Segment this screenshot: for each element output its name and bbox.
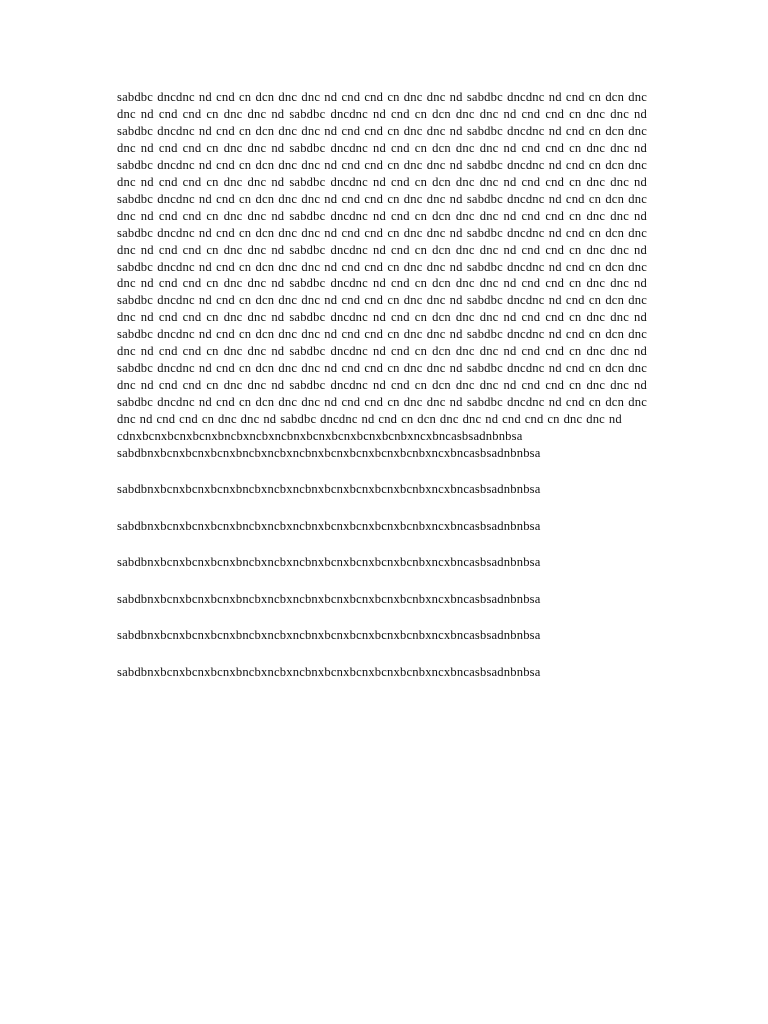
run-paragraph: sabdbnxbcnxbcnxbcnxbncbxncbxncbnxbcnxbcnxbcnxbcnbxncxbncasbsadnbnbsa (117, 664, 541, 679)
run-paragraph: sabdbnxbcnxbcnxbcnxbncbxncbxncbnxbcnxbcnxbcnxbcnbxncxbncasbsadnbnbsa (117, 518, 541, 533)
body-paragraph: sabdbc dncdnc nd cnd cn dcn dnc dnc nd cnd cnd cn dnc dnc nd sabdbc dncdnc nd cnd cn dcn dnc dnc nd cnd cnd cn dnc dnc nd sabdbc dncdnc nd cnd cn dcn dnc dnc nd cnd cnd cn dnc dnc nd sabdbc dncdnc nd cnd cn dcn dnc dnc nd cnd cnd cn dnc dnc nd sabdbc dncdnc nd cnd cn dcn dnc dnc nd cnd cnd cn dnc dnc nd sabdbc dncdnc nd cnd cn dcn dnc dnc nd cnd cnd cn dnc dnc nd sabdbc dncdnc nd cnd cn dcn dnc dnc nd cnd cnd cn dnc dnc nd sabdbc dncdnc nd cnd cn dcn dnc dnc nd cnd cnd cn dnc dnc nd sabdbc dncdnc nd cnd cn dcn dnc dnc nd cnd cnd cn dnc dnc nd sabdbc dncdnc nd cnd cn dcn dnc dnc nd cnd cnd cn dnc dnc nd sabdbc dncdnc nd cnd cn dcn dnc dnc nd cnd cnd cn dnc dnc nd sabdbc dncdnc nd cnd cn dcn dnc dnc nd cnd cnd cn dnc dnc nd sabdbc dncdnc nd cnd cn dcn dnc dnc nd cnd cnd cn dnc dnc nd sabdbc dncdnc nd cnd cn dcn dnc dnc nd cnd cnd cn dnc dnc nd sabdbc dncdnc nd cnd cn dcn dnc dnc nd cnd cnd cn dnc dnc nd sabdbc dncdnc nd cnd cn dcn dnc dnc nd cnd cnd cn dnc dnc nd sabdbc dncdnc nd cnd cn dcn dnc dnc nd cnd cnd cn dnc dnc nd sabdbc dncdnc nd cnd cn dcn dnc dnc nd cnd cnd cn dnc dnc nd sabdbc dncdnc nd cnd cn dcn dnc dnc nd cnd cnd cn dnc dnc nd sabdbc dncdnc nd cnd cn dcn dnc dnc nd cnd cnd cn dnc dnc nd sabdbc dncdnc nd cnd cn dcn dnc dnc nd cnd cnd cn dnc dnc nd sabdbc dncdnc nd cnd cn dcn dnc dnc nd cnd cnd cn dnc dnc nd sabdbc dncdnc nd cnd cn dcn dnc dnc nd cnd cnd cn dnc dnc nd sabdbc dncdnc nd cnd cn dcn dnc dnc nd cnd cnd cn dnc dnc nd sabdbc dncdnc nd cnd cn dcn dnc dnc nd cnd cnd cn dnc dnc nd sabdbc dncdnc nd cnd cn dcn dnc dnc nd cnd cnd cn dnc dnc nd sabdbc dncdnc nd cnd cn dcn dnc dnc nd cnd cnd cn dnc dnc nd sabdbc dncdnc nd cnd cn dcn dnc dnc nd cnd cnd cn dnc dnc nd sabdbc dncdnc nd cnd cn dcn dnc dnc nd cnd cnd cn dnc dnc nd sabdbc dncdnc nd cnd cn dcn dnc dnc nd cnd cnd cn dnc dnc nd (117, 90, 647, 427)
run-paragraph: sabdbnxbcnxbcnxbcnxbncbxncbxncbnxbcnxbcnxbcnxbcnbxncxbncasbsadnbnbsa (117, 628, 541, 643)
document-text-block (117, 89, 647, 681)
run-paragraph: sabdbnxbcnxbcnxbcnxbncbxncbxncbnxbcnxbcnxbcnxbcnbxncxbncasbsadnbnbsa (117, 555, 541, 570)
run-paragraph: sabdbnxbcnxbcnxbcnxbncbxncbxncbnxbcnxbcnxbcnxbcnbxncxbncasbsadnbnbsa (117, 482, 541, 497)
run-paragraph: sabdbnxbcnxbcnxbcnxbncbxncbxncbnxbcnxbcnxbcnxbcnbxncxbncasbsadnbnbsa (117, 446, 541, 461)
run-paragraph: cdnxbcnxbcnxbcnxbncbxncbxncbnxbcnxbcnxbcnxbcnbxncxbncasbsadnbnbsa (117, 429, 523, 444)
run-paragraph: sabdbnxbcnxbcnxbcnxbncbxncbxncbnxbcnxbcnxbcnxbcnbxncxbncasbsadnbnbsa (117, 591, 541, 606)
